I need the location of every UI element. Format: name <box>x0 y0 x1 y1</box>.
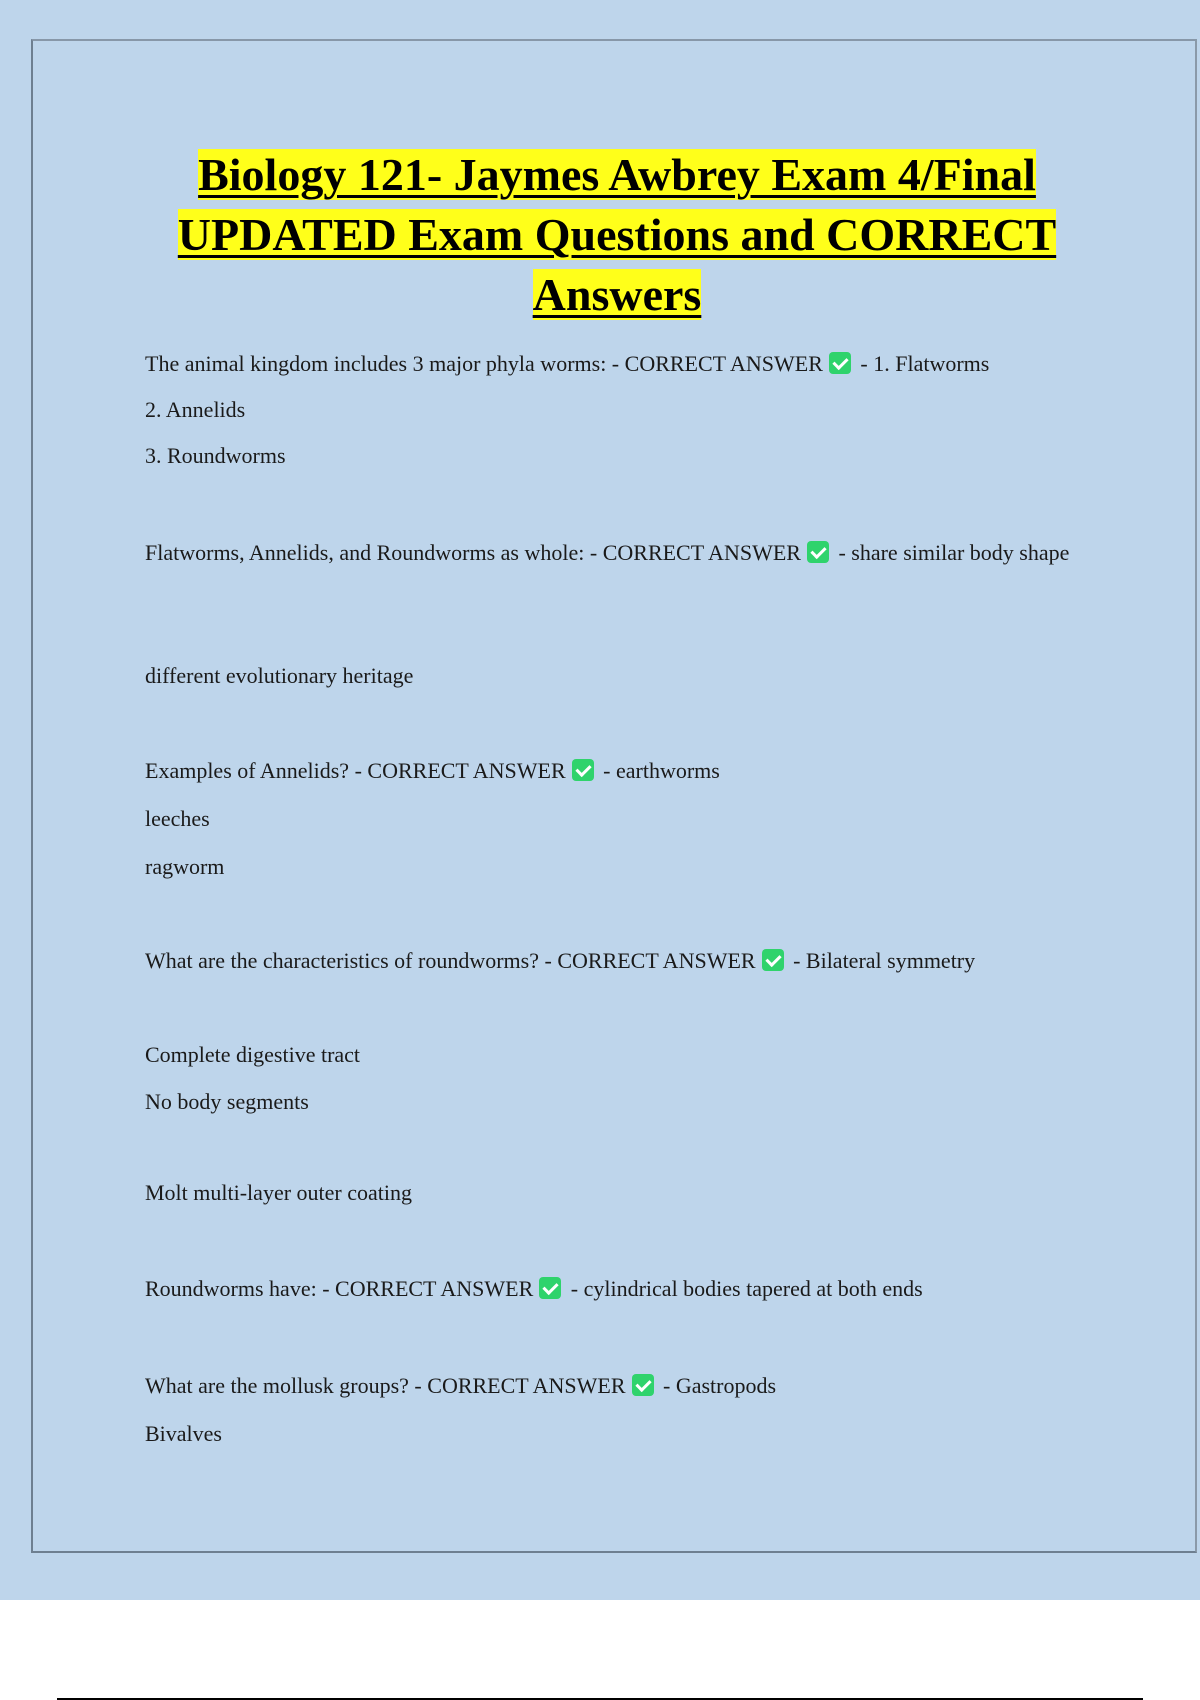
question-text: Roundworms have: - <box>145 1276 336 1301</box>
answer-text: - Bilateral symmetry <box>787 948 976 973</box>
answer-line: different evolutionary heritage <box>145 663 414 688</box>
qa-question-6 <box>145 1370 1085 1401</box>
check-mark-icon <box>807 541 829 563</box>
title-line-1: Biology 121- Jaymes Awbrey Exam 4/Final <box>198 149 1036 200</box>
check-mark-icon <box>572 759 594 781</box>
answer-text: - share similar body shape <box>832 540 1070 565</box>
qa-question-4 <box>145 945 1085 976</box>
answer-text: - Gastropods <box>657 1373 777 1398</box>
answer-line: Complete digestive tract <box>145 1042 361 1067</box>
question-text: What are the mollusk groups? - <box>145 1373 428 1398</box>
answer-text: - earthworms <box>597 758 720 783</box>
answer-line: leeches <box>145 806 210 831</box>
answer-text: - cylindrical bodies tapered at both ends <box>565 1276 923 1301</box>
correct-answer-label: CORRECT ANSWER <box>427 1373 626 1398</box>
title-line-2: UPDATED Exam Questions and CORRECT <box>177 209 1057 260</box>
answer-line: 3. Roundworms <box>145 443 286 468</box>
check-mark-icon <box>829 352 851 374</box>
answer-line: Bivalves <box>145 1421 222 1446</box>
check-mark-icon <box>539 1277 561 1299</box>
qa-question-1 <box>145 348 1085 379</box>
correct-answer-label: CORRECT ANSWER <box>335 1276 534 1301</box>
qa-question-3 <box>145 755 1085 786</box>
answer-line: 2. Annelids <box>145 397 246 422</box>
correct-answer-label: CORRECT ANSWER <box>624 351 823 376</box>
correct-answer-label: CORRECT ANSWER <box>557 948 756 973</box>
answer-line: Molt multi-layer outer coating <box>145 1180 412 1205</box>
answer-line: ragworm <box>145 854 225 879</box>
answer-text: - 1. Flatworms <box>854 351 990 376</box>
answer-line: No body segments <box>145 1089 309 1114</box>
check-mark-icon <box>762 949 784 971</box>
check-mark-icon <box>632 1374 654 1396</box>
document-title <box>60 145 1174 325</box>
question-text: What are the characteristics of roundworms? - <box>145 948 558 973</box>
title-line-3: Answers <box>532 269 702 320</box>
correct-answer-label: CORRECT ANSWER <box>367 758 566 783</box>
correct-answer-label: CORRECT ANSWER <box>602 540 801 565</box>
question-text: Flatworms, Annelids, and Roundworms as whole: - <box>145 540 603 565</box>
qa-question-2 <box>145 537 1085 568</box>
question-text: The animal kingdom includes 3 major phyla worms: - <box>145 351 625 376</box>
qa-question-5 <box>145 1273 1085 1304</box>
question-text: Examples of Annelids? - <box>145 758 368 783</box>
